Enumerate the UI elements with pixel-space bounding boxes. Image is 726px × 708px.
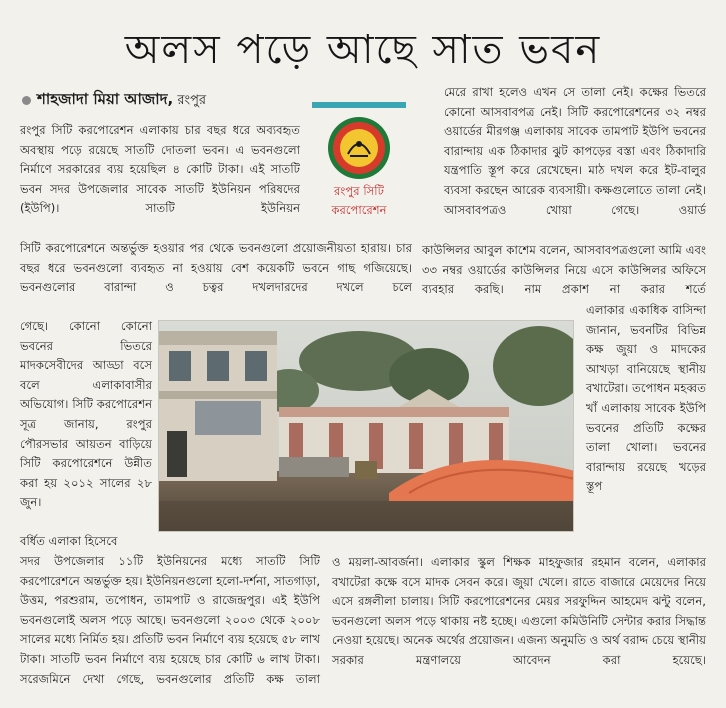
body-col1-narrow: গেছে। কোনো কোনো ভবনের ভিতরে মাদকসেবীদের আড্ডা বসে বলে এলাকাবাসীর অভিযোগ। সিটি করপোরেশন সূত্র জানায়, রংপুর পৌরসভার আয়তন বাড়িয়ে সিটি করপোরেশনে উন্নীত করা হয় ২০১২ সালের ২৮ জুন। xyxy=(20,319,152,510)
body-col2-top: মেরে রাখা হলেও এখন সে তালা নেই। কক্ষের ভিতরে কোনো আসবাবপত্র নেই। সিটি করপোরেশনের ৩২ নম্বর ওয়ার্ডের মীরগঞ্জ এলাকায় সাবেক তামপাট ইউপি ভবনের বারান্দায় এক ঠিকাদার ঝুট কাপড়ের বস্তা এবং ঠিকাদারি যন্ত্রপাতি স্তূপ করে রেখেছেন। মাঠ দখল করে ইট-বালুর ব্যবসা করছেন আরেক ব্যবসায়ী। কক্ষগুলোতে তালা নেই। আসবাবপত্রও খোয়া গেছে। ওয়ার্ড xyxy=(444,85,706,217)
abandoned-building-photo-icon xyxy=(159,321,574,532)
logo-caption-line2: করপোরেশন xyxy=(331,203,387,217)
body-col1-mid: বর্ধিত এলাকা হিসেবে xyxy=(20,534,118,548)
city-corporation-logo-box xyxy=(312,102,406,228)
dateline-place: রংপুর xyxy=(177,93,207,108)
city-corporation-emblem-icon xyxy=(324,114,394,182)
headline: অলস পড়ে আছে সাত ভবন xyxy=(124,27,602,73)
body-col2-wide: কাউন্সিলর আবুল কাশেম বলেন, আসবাবপত্রগুলো আমি এবং ৩৩ নম্বর ওয়ার্ডের কাউন্সিলর নিয়ে এসে কাউন্সিলর অফিসে ব্যবহার করছি। নাম প্রকাশ না করার শর্তে xyxy=(422,243,706,297)
bullet-dot-icon xyxy=(22,96,31,105)
body-col2-bottom: ও ময়লা-আবর্জনা। এলাকার স্কুল শিক্ষক মাহফুজার রহমান বলেন, এলাকার বখাটেরা কক্ষে বসে মাদক সেবন করে। জুয়া খেলে। রাতে বাজারে মেয়েদের নিয়ে এসে রঙ্গলীলা চালায়। সিটি করপোরেশনের মেয়র সরফুদ্দিন আহমেদ ঝন্টু বলেন, ভবনগুলো অলস পড়ে থাকায় নষ্ট হচ্ছে। এগুলো কমিউনিটি সেন্টার করার সিদ্ধান্ত নেওয়া হয়েছে। অনেক অর্থের প্রয়োজন। এজন্য অনুমতি ও অর্থ বরাদ্দ চেয়ে স্থানীয় সরকার মন্ত্রণালয়ে আবেদন করা হয়েছে। xyxy=(332,555,706,667)
news-photo xyxy=(158,320,574,532)
body-col1-bottom: সদর উপজেলার ১১টি ইউনিয়নের মধ্যে সাতটি সিটি করপোরেশনে অন্তর্ভুক্ত হয়। ইউনিয়নগুলো হলো-দর্শনা, সাতগাড়া, উত্তম, পরশুরাম, তপোধন, তামপাট ও রাজেন্দ্রপুর। এই ইউপি ভবনগুলোই অলস পড়ে আছে। ভবনগুলো ২০০৩ থেকে ২০০৮ সালের মধ্যে নির্মিত হয়। প্রতিটি ভবন নির্মাণে ব্যয় হয়েছে ৫৮ লাখ টাকা। সাতটি ভবন নির্মাণে ব্যয় হয়েছে চার কোটি ৬ লাখ টাকা। সরেজমিনে দেখা গেছে, ভবনগুলোর প্রতিটি কক্ষ তালা xyxy=(20,554,320,686)
author-name: শাহজাদা মিয়া আজাদ, xyxy=(37,90,174,108)
body-col1-wide: সিটি করপোরেশনে অন্তর্ভুক্ত হওয়ার পর থেকে ভবনগুলো প্রয়োজনীয়তা হারায়। চার বছর ধরে ভবনগুলো ব্যবহৃত না হওয়ায় বেশ কয়েকটি ভবনে গাছ গজিয়েছে। ভবনগুলোর বারান্দা ও চত্বর দখলদারদের দখলে চলে xyxy=(20,241,412,295)
body-col2-narrow: এলাকার একাধিক বাসিন্দা জানান, ভবনটির বিভিন্ন কক্ষ জুয়া ও মাদকের আখড়া বানিয়েছে স্থানীয় বখাটেরা। তপোধন মহব্বত খাঁ এলাকায় সাবেক ইউপি ভবনের প্রতিটি কক্ষের তালা খোলা। ভবনের বারান্দায় রয়েছে খড়ের স্তূপ xyxy=(586,303,706,494)
body-col1-top: রংপুর সিটি করপোরেশন এলাকায় চার বছর ধরে অব্যবহৃত অবস্থায় পড়ে রয়েছে সাতটি দোতলা ভবন। এ ভবনগুলো নির্মাণে সরকারের ব্যয় হয়েছিল ৪ কোটি টাকা। এই সাতটি ভবন সদর উপজেলার সাবেক সাতটি ইউনিয়ন পরিষদের (ইউপি)। সাতটি ইউনিয়ন xyxy=(20,123,300,216)
byline xyxy=(22,88,206,113)
logo-caption-line1: রংপুর সিটি xyxy=(334,184,384,198)
